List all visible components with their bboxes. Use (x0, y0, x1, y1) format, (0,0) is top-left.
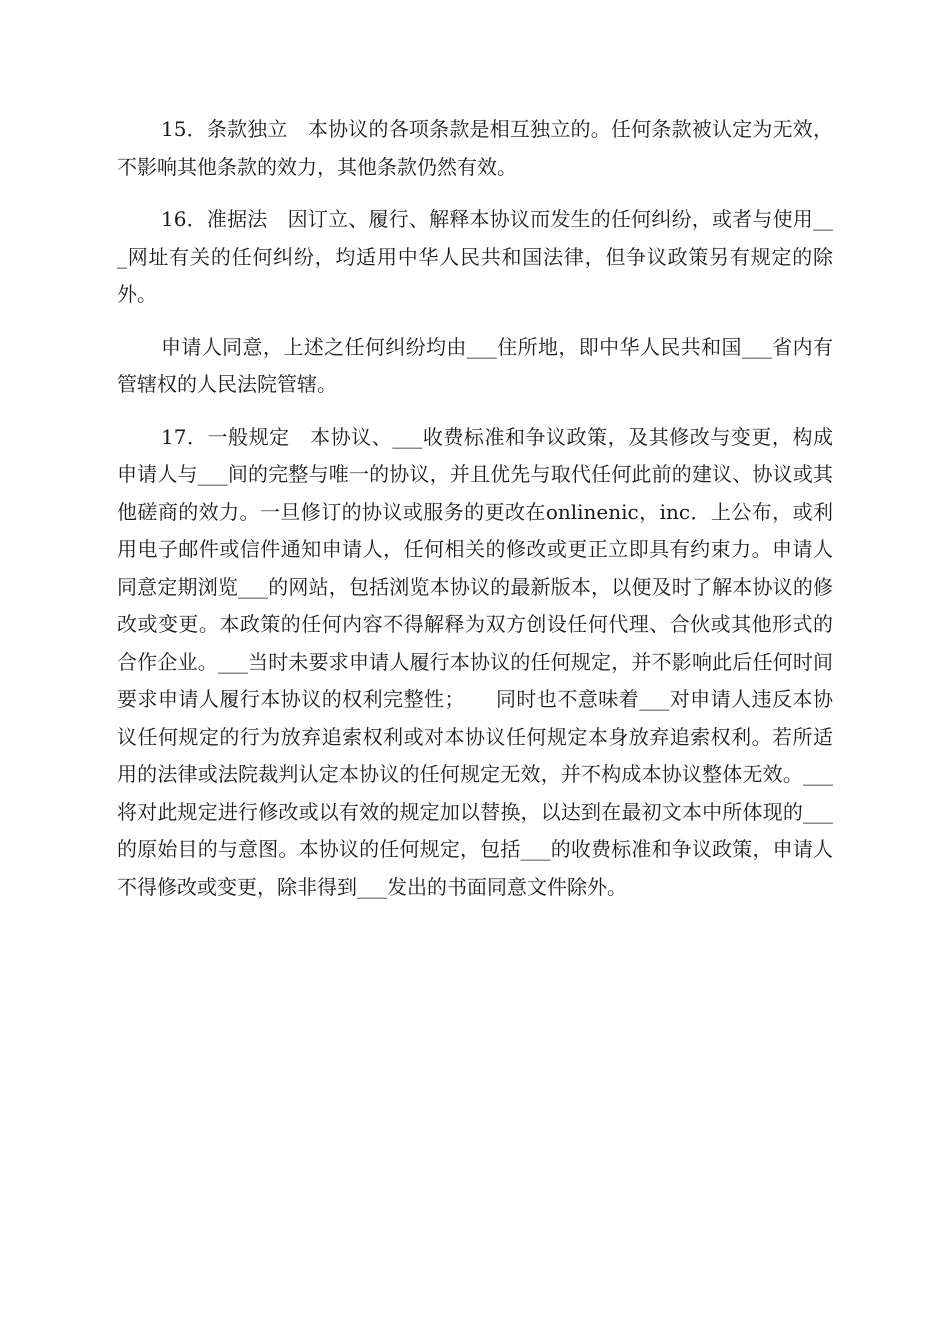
document-body (117, 111, 833, 921)
clause-15-paragraph: 15．条款独立 本协议的各项条款是相互独立的。任何条款被认定为无效，不影响其他条款的效力，其他条款仍然有效。 (117, 117, 833, 179)
jurisdiction-paragraph: 申请人同意，上述之任何纠纷均由___住所地，即中华人民共和国___省内有管辖权的人民法院管辖。 (117, 334, 833, 396)
clause-17-paragraph: 17．一般规定 本协议、___收费标准和争议政策，及其修改与变更，构成申请人与___间的完整与唯一的协议，并且优先与取代任何此前的建议、协议或其他磋商的效力。一旦修订的协议或服务的更改在onlinenic，inc．上公布，或利用电子邮件或信件通知申请人，任何相关的修改或更正立即具有约束力。申请人同意定期浏览___的网站，包括浏览本协议的最新版本，以便及时了解本协议的修改或变更。本政策的任何内容不得解释为双方创设任何代理、合伙或其他形式的合作企业。___当时未要求申请人履行本协议的任何规定，并不影响此后任何时间要求申请人履行本协议的权利完整性； 同时也不意味着___对申请人违反本协议任何规定的行为放弃追索权利或对本协议任何规定本身放弃追索权利。若所适用的法律或法院裁判认定本协议的任何规定无效，并不构成本协议整体无效。___将对此规定进行修改或以有效的规定加以替换，以达到在最初文本中所体现的___的原始目的与意图。本协议的任何规定，包括___的收费标准和争议政策，申请人不得修改或变更，除非得到___发出的书面同意文件除外。 (117, 424, 833, 899)
clause-16-paragraph: 16．准据法 因订立、履行、解释本协议而发生的任何纠纷，或者与使用___网址有关的任何纠纷，均适用中华人民共和国法律，但争议政策另有规定的除外。 (117, 207, 833, 306)
